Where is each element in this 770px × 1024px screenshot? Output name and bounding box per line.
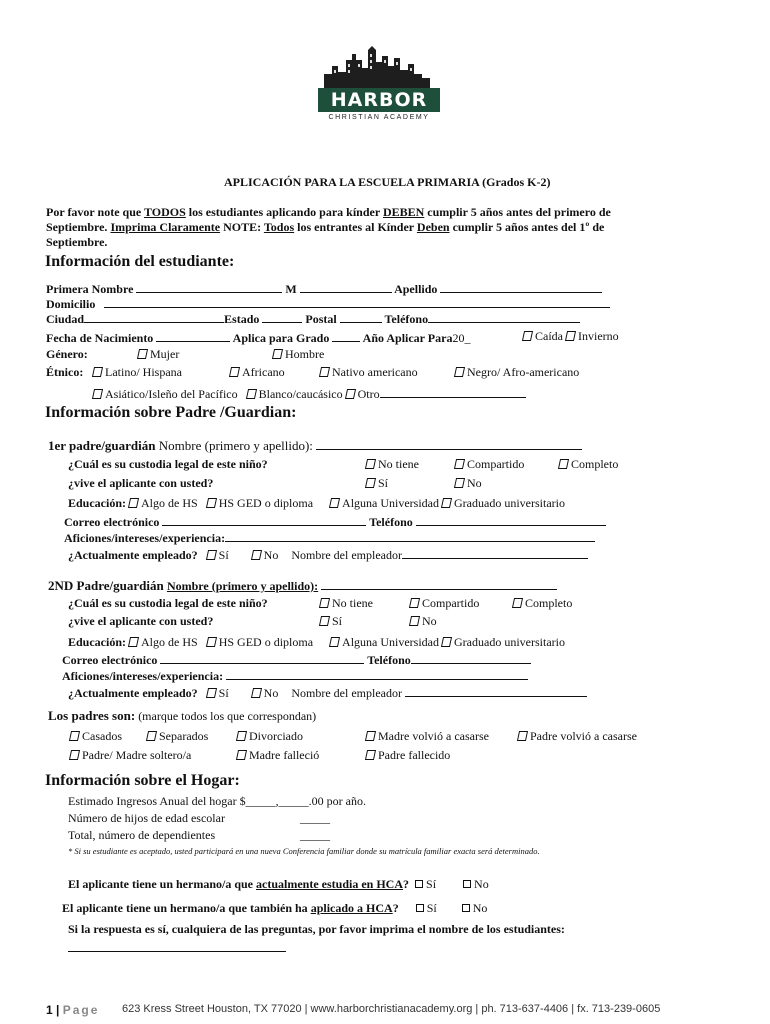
income-row: [68, 795, 366, 807]
parent1-education-row: [68, 497, 565, 509]
parent2-lives-yes-label: Sí: [332, 614, 343, 628]
gender-female-option: [138, 348, 179, 360]
parent2-name-field[interactable]: [321, 578, 557, 590]
parent2-lives-question: ¿vive el aplicante con usted?: [68, 614, 214, 628]
student-dob-row: [46, 330, 470, 344]
parent1-ged-label: HS GED o diploma: [218, 496, 314, 510]
kids-field[interactable]: _____: [300, 811, 330, 825]
male-checkbox[interactable]: [272, 349, 283, 359]
parent2-employed-question: ¿Actualmente empleado?: [68, 686, 198, 700]
father-remarried-checkbox[interactable]: [517, 731, 528, 741]
marital-hint: (marque todos los que correspondan): [138, 709, 317, 723]
semester-options: [523, 330, 619, 342]
native-checkbox[interactable]: [319, 367, 330, 377]
sibling-q2-no-checkbox[interactable]: [462, 904, 470, 912]
parent2-lives-no-label: No: [422, 614, 437, 628]
parent2-custody-shared-label: Compartido: [422, 596, 480, 610]
asian-checkbox[interactable]: [92, 389, 103, 399]
african-label: Africano: [242, 365, 285, 379]
parent2-lives-no-checkbox[interactable]: [409, 616, 420, 626]
single-parent-label: Padre/ Madre soltero/a: [82, 748, 192, 762]
parent1-employer-label: Nombre del empleador: [291, 548, 402, 562]
parent1-employed-row: [68, 547, 588, 561]
parent1-employed-no-checkbox[interactable]: [251, 550, 262, 560]
parent2-grad-checkbox[interactable]: [441, 637, 452, 647]
sibling-q1-no-label: No: [474, 877, 489, 891]
address-label: Domicilio: [46, 297, 96, 311]
parent1-employer-field[interactable]: [402, 547, 588, 559]
sibling-question-2: [62, 902, 487, 914]
parent2-college-label: Alguna Universidad: [342, 635, 440, 649]
sibling-q2-yes-checkbox[interactable]: [416, 904, 424, 912]
middle-initial-field[interactable]: [300, 281, 392, 293]
intro-emphasis: TODOS: [144, 205, 186, 219]
parent2-custody-none: [320, 597, 373, 609]
intro-text: cumplir 5 años antes del primero de: [424, 205, 611, 219]
parent2-hs-checkbox[interactable]: [128, 637, 139, 647]
sibling-names-field[interactable]: [68, 940, 286, 952]
mother-deceased-label: Madre falleció: [249, 748, 320, 762]
sibling-q2-text: El aplicante tiene un hermano/a que también ha: [62, 901, 311, 915]
parent1-custody-full-label: Completo: [571, 457, 619, 471]
parent1-custody-question: ¿Cuál es su custodia legal de este niño?: [68, 457, 268, 471]
parent2-hobbies-label: Aficiones/intereses/experiencia:: [62, 669, 224, 683]
parent2-education-label: Educación:: [68, 635, 127, 649]
student-name-row: [46, 281, 602, 295]
parent1-custody-full-checkbox[interactable]: [558, 459, 569, 469]
separated-checkbox[interactable]: [146, 731, 157, 741]
parent1-employed-no-label: No: [263, 548, 279, 562]
ethnic-label: Étnico:: [46, 365, 84, 379]
parent2-custody-full-label: Completo: [525, 596, 573, 610]
intro-text: los entrantes al Kínder: [294, 220, 417, 234]
last-name-label: Apellido: [394, 282, 438, 296]
parent1-label: 1er padre/guardián: [48, 438, 156, 453]
latino-checkbox[interactable]: [92, 367, 103, 377]
phone-label: Teléfono: [384, 312, 429, 326]
year-field[interactable]: 20_: [452, 331, 471, 345]
divorced-checkbox[interactable]: [236, 731, 247, 741]
parent1-name-hint: Nombre (primero y apellido):: [158, 438, 313, 453]
kids-label: Número de hijos de edad escolar: [68, 811, 225, 825]
city-label: Ciudad: [46, 312, 85, 326]
black-label: Negro/ Afro-americano: [467, 365, 580, 379]
income-suffix: por año.: [323, 794, 366, 808]
parent2-lives-yes: [320, 615, 342, 627]
fall-checkbox[interactable]: [522, 331, 533, 341]
dependents-label: Total, número de dependientes: [68, 828, 216, 842]
grade-field[interactable]: [332, 330, 360, 342]
dob-label: Fecha de Nacimiento: [46, 331, 154, 345]
parent1-hs-label: Algo de HS: [141, 496, 198, 510]
sibling-q1-end: ?: [403, 877, 410, 891]
mother-remarried-checkbox[interactable]: [365, 731, 376, 741]
intro-text: NOTE:: [220, 220, 264, 234]
parent1-ged-checkbox[interactable]: [206, 498, 217, 508]
african-checkbox[interactable]: [229, 367, 240, 377]
page-word: Page: [62, 1003, 100, 1017]
dependents-field[interactable]: _____: [300, 828, 330, 842]
sibling-q2-yes-label: Sí: [426, 901, 437, 915]
parent2-education-row: [68, 636, 565, 648]
home-section-heading: Información sobre el Hogar:: [45, 772, 240, 789]
parent1-email-label: Correo electrónico: [64, 515, 160, 529]
sibling-q1-text: El aplicante tiene un hermano/a que: [68, 877, 257, 891]
sibling-names-prompt: Si la respuesta es sí, cualquiera de las preguntas, por favor imprima el nombre de los estudiantes:: [68, 922, 565, 936]
middle-initial-label: M: [285, 282, 297, 296]
parent2-custody-none-label: No tiene: [332, 596, 373, 610]
parent1-phone-label: Teléfono: [369, 515, 413, 529]
sibling-question-1: [68, 878, 489, 890]
ethnic-latino-option: [93, 366, 182, 378]
student-city-row: [46, 311, 580, 325]
asian-label: Asiático/Isleño del Pacífico: [105, 387, 238, 401]
father-deceased-label: Padre fallecido: [378, 748, 451, 762]
first-name-label: Primera Nombre: [46, 282, 134, 296]
parent1-name-field[interactable]: [316, 438, 582, 450]
parent1-employed-question: ¿Actualmente empleado?: [68, 548, 198, 562]
sibling-q1-yes-checkbox[interactable]: [415, 880, 423, 888]
native-label: Nativo americano: [332, 365, 418, 379]
parent1-custody-shared-label: Compartido: [467, 457, 525, 471]
year-label: Año Aplicar Para: [362, 331, 453, 345]
parent2-college-checkbox[interactable]: [329, 637, 340, 647]
parent2-custody-shared-checkbox[interactable]: [409, 598, 420, 608]
page-number: [46, 1004, 99, 1016]
parent2-grad-label: Graduado universitario: [454, 635, 565, 649]
ethnic-second-row: [93, 386, 526, 400]
parent2-name-row: [48, 578, 557, 592]
parent1-lives-no-label: No: [467, 476, 482, 490]
intro-emphasis: Imprima Claramente: [110, 220, 221, 234]
latino-label: Latino/ Hispana: [105, 365, 182, 379]
intro-text: Por favor note que: [46, 205, 144, 219]
state-field[interactable]: [262, 311, 302, 323]
income-field[interactable]: $_____,_____.00: [239, 794, 324, 808]
mother-remarried-label: Madre volvió a casarse: [378, 729, 489, 743]
parent1-custody-shared-checkbox[interactable]: [454, 459, 465, 469]
parent2-label: 2ND Padre/guardián: [48, 578, 164, 593]
marital-father-deceased: [366, 749, 450, 761]
parent2-custody-shared: [410, 597, 479, 609]
intro-line-2: [46, 221, 604, 233]
marital-divorced: [237, 730, 303, 742]
father-deceased-checkbox[interactable]: [365, 750, 376, 760]
parent1-lives-yes: [366, 477, 388, 489]
marital-header: [48, 709, 316, 722]
sibling-q2-emphasis: aplicado a HCA: [310, 901, 393, 915]
female-label: Mujer: [150, 347, 180, 361]
parent1-phone-field[interactable]: [416, 514, 606, 526]
sibling-q1-no-checkbox[interactable]: [463, 880, 471, 888]
separated-label: Separados: [159, 729, 209, 743]
parent1-lives-question: ¿vive el aplicante con usted?: [68, 476, 214, 490]
postal-field[interactable]: [340, 311, 382, 323]
parent2-custody-full-checkbox[interactable]: [512, 598, 523, 608]
parent1-grad-checkbox[interactable]: [441, 498, 452, 508]
parent1-lives-no-checkbox[interactable]: [454, 478, 465, 488]
parent2-employed-yes-checkbox[interactable]: [206, 688, 217, 698]
parent2-email-field[interactable]: [160, 652, 364, 664]
female-checkbox[interactable]: [137, 349, 148, 359]
parent1-hobbies-label: Aficiones/intereses/experiencia:: [64, 531, 226, 545]
parent2-lives-no: [410, 615, 437, 627]
city-field[interactable]: [84, 311, 224, 323]
intro-emphasis: DEBEN: [382, 205, 425, 219]
sibling-q2-no-label: No: [472, 901, 488, 915]
parent2-email-row: [62, 652, 531, 666]
parent1-custody-none: [366, 458, 419, 470]
intro-text: los estudiantes aplicando para kínder: [185, 205, 383, 219]
parent-section-heading: Información sobre Padre /Guardian:: [45, 404, 297, 421]
parent2-custody-none-checkbox[interactable]: [319, 598, 330, 608]
single-parent-checkbox[interactable]: [69, 750, 80, 760]
logo-subtitle: CHRISTIAN ACADEMY: [328, 114, 430, 121]
intro-emphasis: Deben: [416, 220, 450, 234]
other-checkbox[interactable]: [345, 389, 356, 399]
intro-text: cumplir 5 años antes del 1º de: [449, 220, 605, 234]
parent2-ged-checkbox[interactable]: [206, 637, 217, 647]
dob-field[interactable]: [156, 330, 230, 342]
state-label: Estado: [224, 312, 260, 326]
parent1-custody-none-label: No tiene: [378, 457, 419, 471]
grade-label: Aplica para Grado: [232, 331, 330, 345]
sibling-q1-yes-label: Sí: [426, 877, 437, 891]
parent1-education-label: Educación:: [68, 496, 127, 510]
married-checkbox[interactable]: [69, 731, 80, 741]
ethnic-native-option: [320, 366, 418, 378]
page-number-value: 1 |: [46, 1003, 63, 1017]
winter-checkbox[interactable]: [565, 331, 576, 341]
parent2-employed-no-checkbox[interactable]: [251, 688, 262, 698]
parent1-college-checkbox[interactable]: [329, 498, 340, 508]
father-remarried-label: Padre volvió a casarse: [530, 729, 637, 743]
marital-mother-remarried: [366, 730, 489, 742]
parent2-employer-label: Nombre del empleador: [291, 686, 402, 700]
parent2-employer-field[interactable]: [405, 685, 587, 697]
male-label: Hombre: [285, 347, 325, 361]
intro-line-1: [46, 206, 611, 218]
parent2-employed-row: [68, 685, 587, 699]
marital-single: [70, 749, 191, 761]
parent1-email-row: [64, 514, 606, 528]
parent2-custody-full: [513, 597, 572, 609]
marital-married: [70, 730, 122, 742]
parent2-hobbies-field[interactable]: [226, 668, 528, 680]
fall-label: Caída: [535, 329, 563, 343]
income-note: * Si su estudiante es aceptado, usted participará en una nueva Conferencia familiar donde su matrícula familiar exacta será determinado.: [68, 846, 540, 856]
form-title: APLICACIÓN PARA LA ESCUELA PRIMARIA (Grados K-2): [224, 175, 551, 189]
school-logo: [318, 46, 440, 122]
first-name-field[interactable]: [136, 281, 282, 293]
gender-male-option: [273, 348, 324, 360]
other-field[interactable]: [380, 386, 526, 398]
parent1-college-label: Alguna Universidad: [342, 496, 440, 510]
intro-line-3: Septiembre.: [46, 235, 108, 249]
parent2-phone-label: Teléfono: [367, 653, 411, 667]
parent1-email-field[interactable]: [162, 514, 366, 526]
parent1-hobbies-row: [64, 530, 595, 544]
winter-label: Invierno: [578, 329, 619, 343]
married-label: Casados: [82, 729, 122, 743]
ethnic-black-option: [455, 366, 579, 378]
parent1-employed-yes-label: Sí: [218, 548, 229, 562]
postal-label: Postal: [305, 312, 337, 326]
parent1-lives-no: [455, 477, 482, 489]
address-field[interactable]: [104, 296, 610, 308]
parent1-custody-full: [559, 458, 618, 470]
student-section-heading: Información del estudiante:: [45, 253, 235, 270]
parent2-hs-label: Algo de HS: [141, 635, 198, 649]
parent1-grad-label: Graduado universitario: [454, 496, 565, 510]
intro-text: Septiembre.: [46, 220, 111, 234]
last-name-field[interactable]: [440, 281, 602, 293]
marital-separated: [147, 730, 208, 742]
parent2-ged-label: HS GED o diploma: [218, 635, 314, 649]
parent1-hs-checkbox[interactable]: [128, 498, 139, 508]
parent2-employed-yes-label: Sí: [218, 686, 229, 700]
phone-field[interactable]: [428, 311, 580, 323]
divorced-label: Divorciado: [249, 729, 303, 743]
parent2-hobbies-row: [62, 668, 528, 682]
parent1-hobbies-field[interactable]: [225, 530, 595, 542]
marital-father-remarried: [518, 730, 637, 742]
parent2-custody-question: ¿Cuál es su custodia legal de este niño?: [68, 596, 268, 610]
sibling-q1-emphasis: actualmente estudia en HCA: [256, 877, 404, 891]
student-address-row: [46, 296, 610, 310]
parent1-lives-yes-checkbox[interactable]: [365, 478, 376, 488]
parent1-custody-none-checkbox[interactable]: [365, 459, 376, 469]
parent1-custody-shared: [455, 458, 524, 470]
white-label: Blanco/caucásico: [258, 387, 343, 401]
logo-wordmark: HARBOR: [330, 89, 428, 111]
other-label: Otro: [357, 387, 380, 401]
parent1-name-row: [48, 438, 582, 452]
parent2-employed-no-label: No: [263, 686, 279, 700]
marital-mother-deceased: [237, 749, 319, 761]
black-checkbox[interactable]: [454, 367, 465, 377]
white-checkbox[interactable]: [246, 389, 257, 399]
footer-contact: 623 Kress Street Houston, TX 77020 | www.harborchristianacademy.org | ph. 713-637-4406 | fx. 713-239-0605: [122, 1003, 661, 1015]
parent2-phone-field[interactable]: [411, 652, 531, 664]
mother-deceased-checkbox[interactable]: [236, 750, 247, 760]
income-label: Estimado Ingresos Anual del hogar: [68, 794, 237, 808]
parent1-lives-yes-label: Sí: [378, 476, 389, 490]
marital-label: Los padres son:: [48, 708, 136, 723]
parent2-name-hint: Nombre (primero y apellido):: [166, 579, 319, 593]
sibling-q2-end: ?: [392, 901, 399, 915]
parent1-employed-yes-checkbox[interactable]: [206, 550, 217, 560]
ethnic-african-option: [230, 366, 285, 378]
parent2-email-label: Correo electrónico: [62, 653, 158, 667]
intro-emphasis: Todos: [263, 220, 295, 234]
parent2-lives-yes-checkbox[interactable]: [319, 616, 330, 626]
gender-label: Género:: [46, 347, 88, 361]
